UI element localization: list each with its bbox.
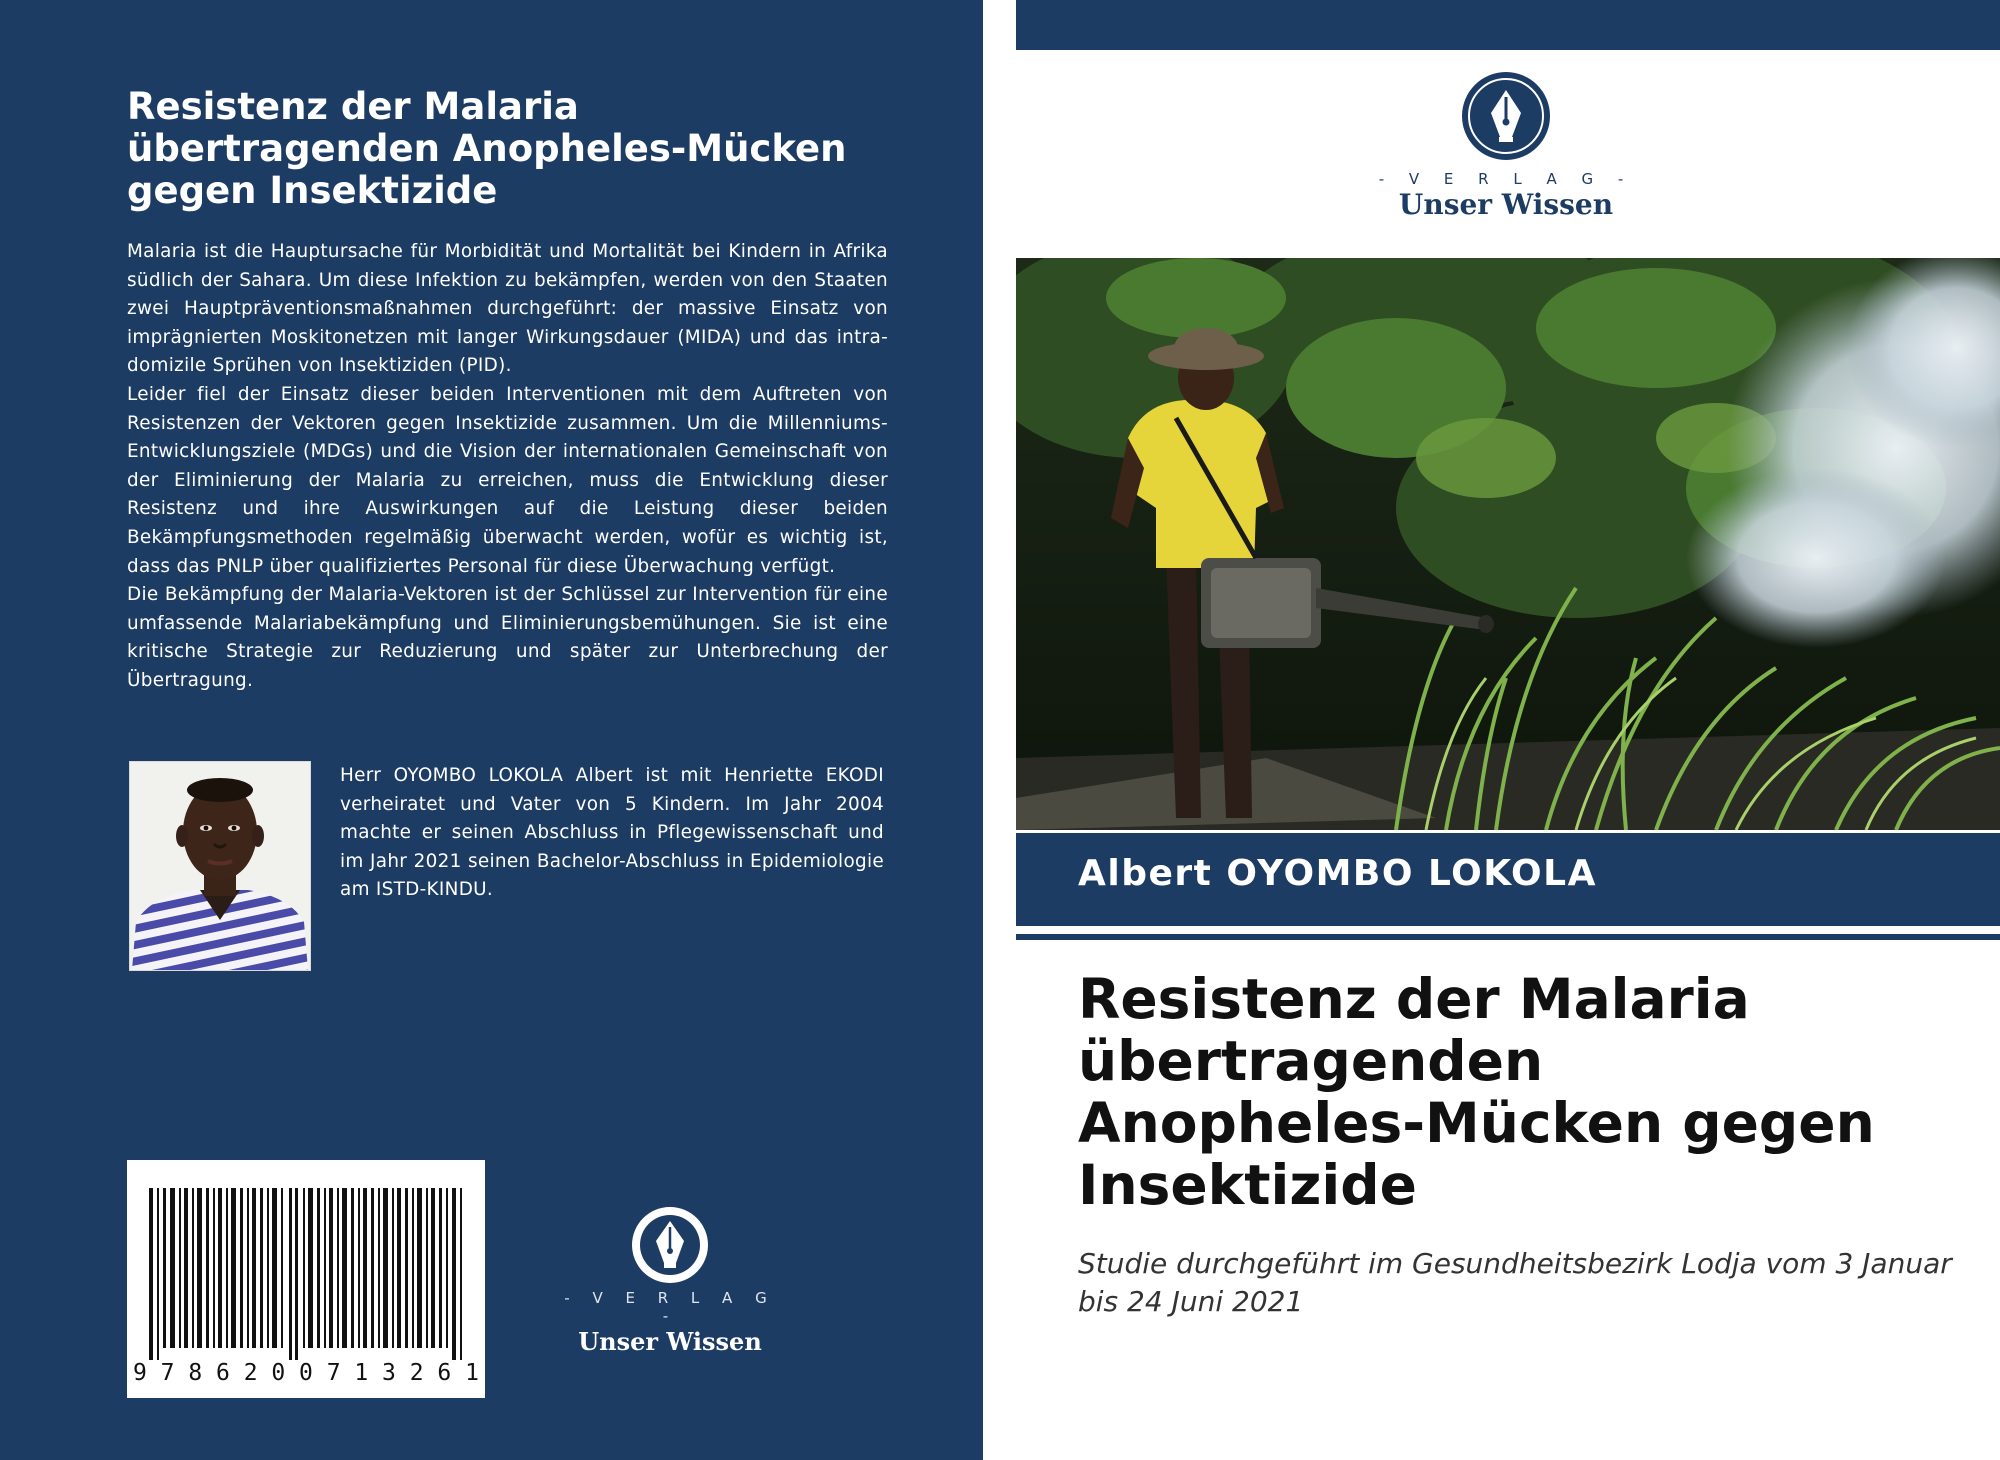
fogging-worker-photo-icon <box>1016 258 2000 830</box>
barcode-icon <box>127 1160 485 1360</box>
isbn-digits <box>133 1360 479 1386</box>
cover-photo <box>1016 258 2000 830</box>
divider-rule <box>1016 934 2000 940</box>
front-cover-subtitle: Studie durchgeführt im Gesundheitsbezirk Lodja vom 3 Januar bis 24 Juni 2021 <box>1078 1247 1952 1318</box>
isbn-digit: 1 <box>465 1360 479 1386</box>
isbn-digit: 7 <box>160 1360 175 1386</box>
blurb-paragraph: Malaria ist die Hauptursache für Morbidität und Mortalität bei Kindern in Afrika südlich der Sahara. Um diese Infektion zu bekämpfen, werden von den Staaten zwei Hauptpräventionsmaßnahmen durchgeführt: der massive Einsatz von imprägnierten Moskitonetzen mit langer Wirkungsdauer (MIDA) und das intra-domizile Sprühen von Insektiziden (PID). <box>127 241 888 377</box>
isbn-digit: 8 <box>188 1360 203 1386</box>
isbn-digit: 6 <box>437 1360 452 1386</box>
isbn-digit: 6 <box>216 1360 230 1386</box>
front-publisher-logo <box>1361 70 1651 230</box>
blurb-paragraph: Die Bekämpfung der Malaria-Vektoren ist der Schlüssel zur Intervention für eine umfassende Malariabekämpfung und Eliminierungsbemühungen. Sie ist eine kritische Strategie zur Reduzierung und später zur Unterbrechung der Übertragung. <box>127 584 888 691</box>
author-portrait-icon <box>130 762 310 970</box>
isbn-digit: 7 <box>326 1360 341 1386</box>
fountain-pen-seal-icon <box>630 1205 710 1285</box>
author-photo <box>129 761 311 971</box>
author-band <box>1016 833 2000 926</box>
publisher-verlag-label: - V E R L A G - <box>564 1289 776 1325</box>
author-bio: Herr OYOMBO LOKOLA Albert ist mit Henriette EKODI verheiratet und Vater von 5 Kindern. Im Jahr 2004 machte er seinen Abschluss in Pflegewissenschaft und im Jahr 2021 seinen Bachelor-Abschluss in Epidemiologie am ISTD-KINDU. <box>340 765 884 901</box>
isbn-digit: 3 <box>382 1360 396 1386</box>
blurb-paragraph: Leider fiel der Einsatz dieser beiden Interventionen mit dem Auftreten von Resistenzen der Vektoren gegen Insektizide zusammen. Um die Millenniums-Entwicklungsziele (MDGs) und die Vision der internationalen Gemeinschaft von der Eliminierung der Malaria zu erreichen, muss die Entwicklung dieser Resistenz und ihre Auswirkungen auf die Leistung dieser beiden Bekämpfungsmethoden regelmäßig überwacht werden, wofür es wichtig ist, dass das PNLP über qualifiziertes Personal für diese Überwachung verfügt. <box>127 383 888 577</box>
publisher-brand-name: Unser Wissen <box>1398 188 1614 221</box>
back-cover <box>0 0 983 1460</box>
isbn-barcode <box>127 1160 485 1398</box>
fountain-pen-seal-icon <box>1460 70 1552 162</box>
front-cover <box>1016 0 2000 1460</box>
isbn-digit: 0 <box>299 1360 313 1386</box>
author-name: Albert OYOMBO LOKOLA <box>1078 853 1597 894</box>
isbn-digit: 1 <box>354 1360 369 1386</box>
top-band <box>1016 0 2000 50</box>
isbn-digit: 0 <box>271 1360 286 1386</box>
back-cover-blurb <box>127 238 888 696</box>
publisher-brand-name: Unser Wissen <box>578 1327 762 1356</box>
publisher-verlag-label: - V E R L A G - <box>1378 170 1634 188</box>
isbn-digit: 2 <box>243 1360 258 1386</box>
back-publisher-logo <box>560 1205 780 1356</box>
isbn-digit: 9 <box>133 1360 147 1386</box>
front-cover-title: Resistenz der Malaria übertragenden Anopheles-Mücken gegen Insektizide <box>1078 967 1875 1217</box>
isbn-digit: 2 <box>409 1360 424 1386</box>
back-cover-title: Resistenz der Malaria übertragenden Anopheles-Mücken gegen Insektizide <box>127 85 847 212</box>
